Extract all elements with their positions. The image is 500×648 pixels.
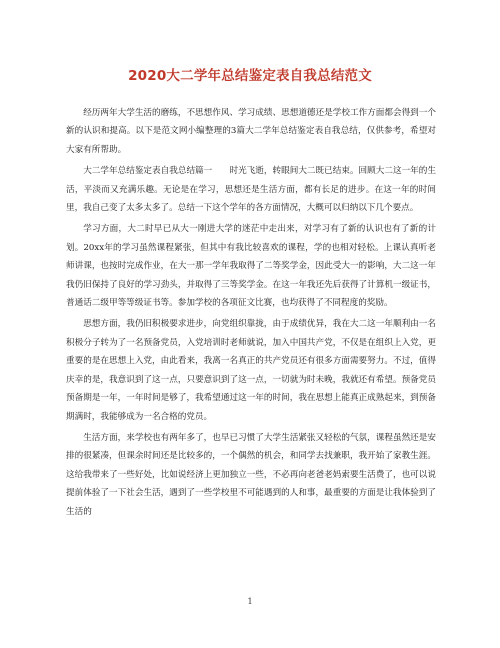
document-body (66, 104, 436, 524)
page-number: 1 (247, 597, 253, 606)
document-title: 2020大二学年总结鉴定表自我总结范文 (128, 68, 372, 84)
paragraph-intro: 经历两年大学生活的磨练，不思想作风、学习成绩、思想道德还是学校工作方面都会得到一个新的认识和提高。以下是范文网小编整理的3篇大二学年总结鉴定表自我总结，仅供参考，希望对大家有所帮助。 (66, 108, 436, 155)
paragraph-study: 学习方面，大二时早已从大一刚进大学的迷茫中走出来，对学习有了新的认识也有了新的计划。20xx年的学习虽然课程紧张，但其中有我比较喜欢的课程，学的也相对轻松。上课认真听老师讲课，也按时完成作业，在大一那一学年我取得了二等奖学金，因此受大一的影响，大二这一年我仍旧保持了良好的学习劲头，并取得了三等奖学金。在这一年我还先后获得了计算机一级证书，普通话二级甲等等级证书等。参加学校的各项征文比赛，也均获得了不同程度的奖励。 (66, 224, 436, 309)
paragraph-thought: 思想方面，我仍旧积极要求进步，向党组织靠拢，由于成绩优异，我在大二这一年顺利由一名积极分子转为了一名预备党员，入党培训时老师就说，加入中国共产党，不仅是在组织上入党，更重要的是在思想上入党，由此看来，我离一名真正的共产党员还有很多方面需要努力。不过，值得庆幸的是，我意识到了这一点，只要意识到了这一点，一切就为时未晚，我就还有希望。预备党员预备期是一年，一年时间是够了，我希望通过这一年的时间，我在思想上能真正成熟起来，到预备期满时，我能够成为一名合格的党员。 (66, 319, 436, 422)
paragraph-life: 生活方面，来学校也有两年多了，也早已习惯了大学生活紧张又轻松的气氛，课程虽然还是安排的很紧凑，但课余时间还是比较多的，一个偶然的机会，和同学去找兼职，我开始了家教生涯。这给我带来了一些好处，比如说经济上更加独立一些，不必再向老爸老妈索要生活费了，也可以说提前体验了一下社会生活，遇到了一些学校里不可能遇到的人和事，最重要的方面是让我体验到了生活的 (66, 432, 436, 517)
paragraph-part-one: 大二学年总结鉴定表自我总结篇一 时光飞逝，转眼间大二既已结束。回顾大二这一年的生活，平淡而又充满乐趣。无论是在学习，思想还是生活方面，都有长足的进步。在这一年的时间里，我自己变了太多太多了。总结一下这个学年的各方面情况，大概可以归纳以下几个要点。 (66, 166, 436, 214)
